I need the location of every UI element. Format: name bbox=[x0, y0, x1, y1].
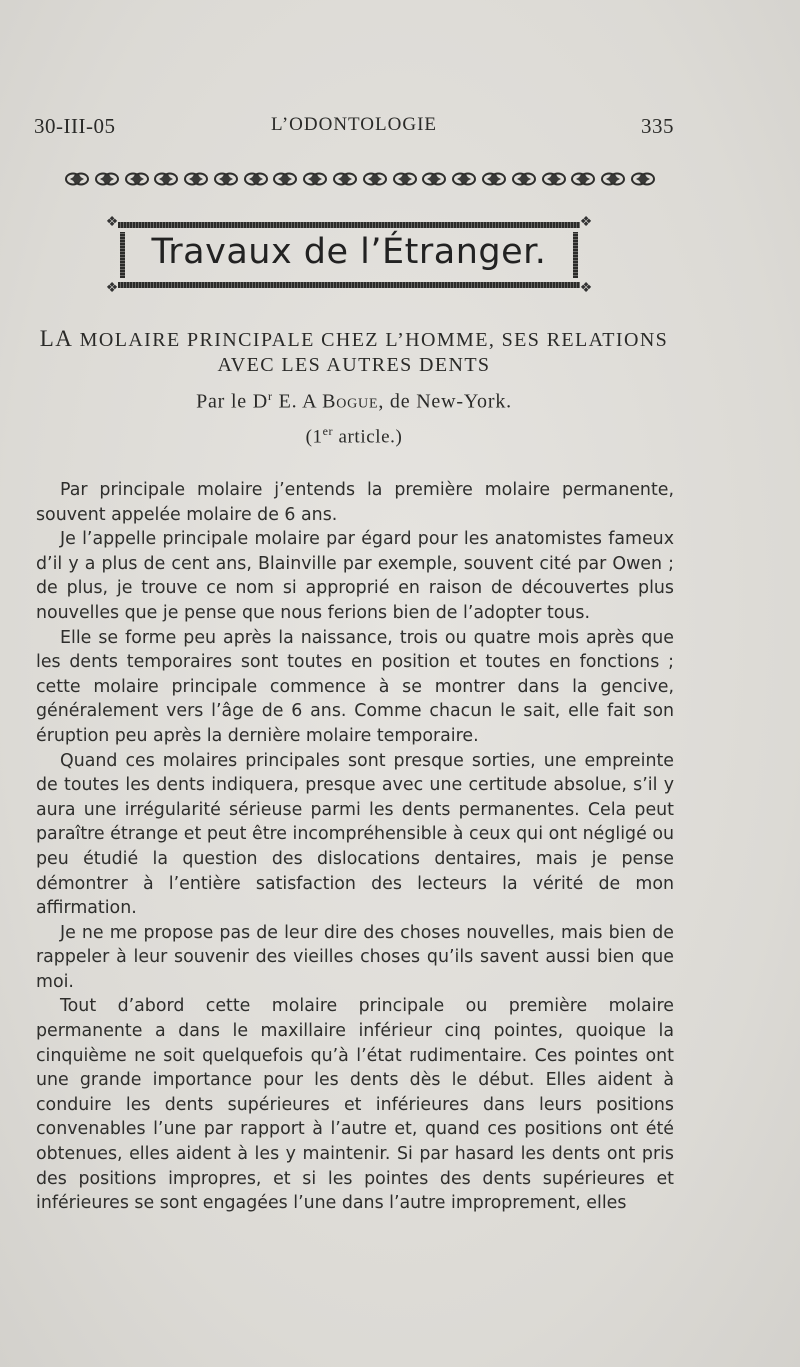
knot-ornament-icon bbox=[124, 171, 150, 187]
paragraph: Quand ces molaires principales sont presque sorties, une empreinte de toutes les dents indiquera, presque avec une certitude absolue, s’il y aura une irrégularité sérieuse parmi les dents permanentes. Cela peut paraître étrange et peut être incompréhensible à ceux qui ont négligé ou peu étudié la question des dislocations dentaires, mais je pense démontrer à l’entière satisfaction des lecteurs la vérité de mon affirmation. bbox=[36, 750, 674, 919]
article-title-initial: LA bbox=[39, 326, 74, 351]
paragraph: Elle se forme peu après la naissance, trois ou quatre mois après que les dents temporaires sont toutes en position et toutes en fonctions ; cette molaire principale commence à se montrer dans la gencive, généralement vers l’âge de 6 ans. Comme chacun le sait, elle fait son éruption peu après la dernière molaire temporaire. bbox=[36, 627, 674, 746]
knot-ornament-icon bbox=[362, 171, 388, 187]
article-title-rest: MOLAIRE PRINCIPALE CHEZ L’HOMME, SES RELATIONS bbox=[79, 329, 669, 351]
byline-location: , de New-York. bbox=[378, 390, 512, 413]
corner-ornament-icon: ❖ bbox=[105, 214, 119, 230]
corner-ornament-icon: ❖ bbox=[105, 280, 119, 296]
paragraph: Je ne me propose pas de leur dire des choses nouvelles, mais bien de rappeler à leur souvenir des vieilles choses qu’ils savent aussi bien que moi. bbox=[36, 922, 674, 992]
knot-ornament-icon bbox=[451, 171, 477, 187]
knot-ornament-icon bbox=[630, 171, 656, 187]
corner-ornament-icon: ❖ bbox=[579, 214, 593, 230]
page-number: 335 bbox=[641, 114, 674, 138]
article-number-superscript: er bbox=[322, 424, 334, 438]
knot-ornament-icon bbox=[541, 171, 567, 187]
byline-initials: E. A bbox=[272, 390, 323, 413]
byline-prefix: Par le D bbox=[196, 390, 269, 413]
frame-rule-bottom bbox=[118, 282, 580, 288]
issue-date: 30-III-05 bbox=[34, 114, 116, 138]
journal-title: L’ODONTOLOGIE bbox=[270, 114, 438, 135]
knot-ornament-icon bbox=[213, 171, 239, 187]
author-byline bbox=[34, 389, 674, 414]
section-title: Travaux de l’Étranger. bbox=[151, 232, 547, 272]
knot-ornament-icon bbox=[94, 171, 120, 187]
article-number-suffix: article.) bbox=[333, 426, 403, 448]
author-name: Bogue bbox=[322, 390, 379, 413]
corner-ornament-icon: ❖ bbox=[579, 280, 593, 296]
knot-ornament-icon bbox=[421, 171, 447, 187]
knot-ornament-icon bbox=[600, 171, 626, 187]
knot-ornament-icon bbox=[511, 171, 537, 187]
decorative-knot-border bbox=[64, 166, 656, 192]
paragraph: Tout d’abord cette molaire principale ou première molaire permanente a dans le maxillaire inférieur cinq pointes, quoique la cinquième ne soit quelquefois qu’à l’état rudimentaire. Ces pointes ont une grande importance pour les dents dès le début. Elles aident à conduire les dents supérieures et inférieures dans leurs positions convenables l’une par rapport à l’autre et, quand ces positions ont été obtenues, elles aident à les y maintenir. Si par hasard les dents ont pris des positions impropres, et si les pointes des dents supérieures et inférieures se sont engagées l’une dans l’autre improprement, elles bbox=[36, 996, 674, 1214]
knot-ornament-icon bbox=[272, 171, 298, 187]
paragraph: Par principale molaire j’entends la première molaire permanente, souvent appelée molaire de 6 ans. bbox=[36, 480, 674, 525]
running-header bbox=[34, 114, 674, 144]
byline-superscript: r bbox=[268, 389, 273, 403]
knot-ornament-icon bbox=[481, 171, 507, 187]
knot-ornament-icon bbox=[153, 171, 179, 187]
article-body bbox=[36, 478, 674, 1216]
knot-ornament-icon bbox=[64, 171, 90, 187]
paragraph: Je l’appelle principale molaire par égard pour les anatomistes fameux d’il y a plus de cent ans, Blainville par exemple, souvent cité par Owen ; de plus, je trouve ce nom si approprié en raison de découvertes plus nouvelles que je pense que nous ferions bien de l’adopter tous. bbox=[36, 529, 674, 623]
knot-ornament-icon bbox=[570, 171, 596, 187]
frame-rule-top bbox=[118, 222, 580, 228]
article-number bbox=[34, 424, 674, 448]
article-number-prefix: (1 bbox=[305, 426, 323, 448]
knot-ornament-icon bbox=[243, 171, 269, 187]
article-title bbox=[34, 326, 674, 378]
knot-ornament-icon bbox=[392, 171, 418, 187]
section-title-frame bbox=[104, 214, 594, 296]
knot-ornament-icon bbox=[332, 171, 358, 187]
knot-ornament-icon bbox=[183, 171, 209, 187]
knot-ornament-icon bbox=[302, 171, 328, 187]
article-title-line-2: AVEC LES AUTRES DENTS bbox=[217, 354, 491, 376]
article-title-line-1 bbox=[34, 326, 674, 353]
